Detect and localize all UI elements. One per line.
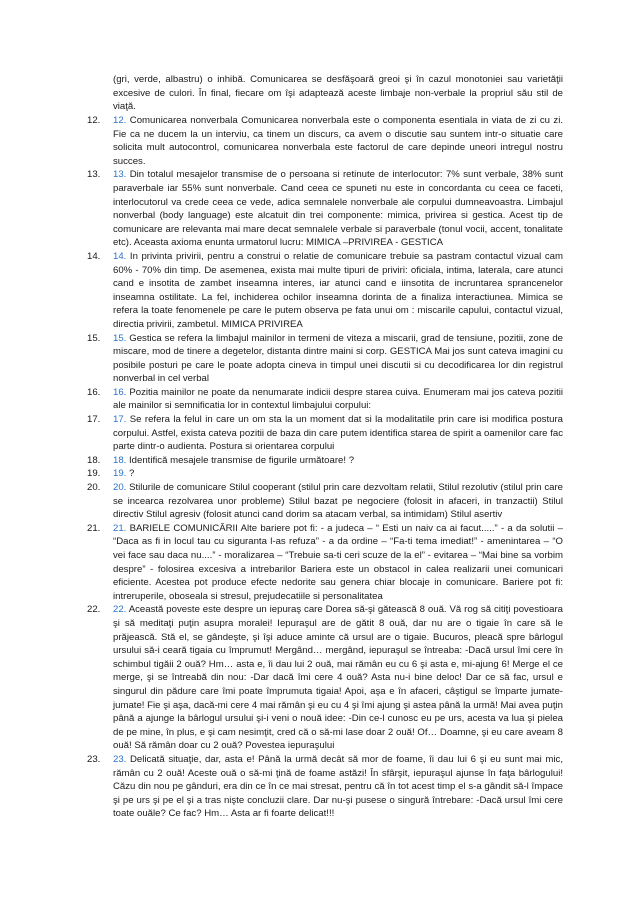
item-number: 14.	[87, 250, 101, 262]
item-text: In privinta privirii, pentru a construi o relatie de comunicare trebuie sa pastram contactul vizual cam 60% - 70% din timp. De asemenea, exista mai multe tipuri de priviri: oficiala, intima, laterala, care atunci cand e insotita de zambet inseamna interes, iar atunci cand e iinsotita de incruntarea sprancenelor inseamna ostilitate. La fel, inchiderea ochilor inseamna dorinta de a finaliza interactiunea. Mimica se refera la toate fenomenele pe care le putem observa pe fata unui om : miscarile capului, contactul vizual, directia privirii, zambetul. MIMICA PRIVIREA	[113, 250, 563, 330]
item-number: 12.	[87, 115, 101, 126]
item-text: Identifică mesajele transmise de figurile următoare! ?	[126, 454, 355, 466]
item-number: 22.	[87, 604, 101, 616]
item-number: 16.	[87, 386, 101, 398]
item-text: Pozitia mainilor ne poate da nenumarate indicii despre starea cuiva. Enumeram mai jos cateva pozitii ale mainilor si semnificatia lor in contextul limbajului corpului:	[113, 386, 563, 412]
item-text: Se refera la felul in care un om sta la un moment dat si la modalitatile prin care isi modifica postura corpului. Astfel, exista cateva pozitii de baza din care putem identifica starea de spirit a oamenilor care fac parte dintr-o audienta. Postura si orientarea corpului	[113, 414, 563, 453]
list-item	[0, 386, 563, 413]
item-text: ?	[126, 468, 135, 480]
item-text: Delicată situaţie, dar, asta e! Până la urmă decât să mor de foame, îi dau lui 6 şi eu sunt mai mic, rămân cu 2 ouă! Aceste ouă o să-mi ţină de foame astăzi! În sfârşit, iepuraşul ajunse în faţa bârlogului! Căzu din nou pe gânduri, era din ce în ce mai stresat, pentru că în tot acest timp el s-a gândit să-l împace şi pe urs şi pe el şi a tras nişte concluzii clare. Dar nu-şi pusese o singură întrebare: -Dacă ursul îmi cere toate ouăle? Ce fac? Hm… Asta ar fi foarte delicat!!!	[113, 753, 563, 820]
list-item	[0, 481, 563, 522]
item-link-number[interactable]: 17.	[113, 414, 127, 426]
list-item	[0, 522, 563, 604]
item-link-number[interactable]: 22.	[113, 604, 127, 616]
item-text: Din totalul mesajelor transmise de o persoana si retinute de interlocutor: 7% sunt verbale, 38% sunt paraverbale iar 55% sunt nonverbale. Cand ceea ce spuneti nu este in concordanta cu ceea ce faceti, interlocutorul va crede ceea ce vede, adica semnalele nonverbale ale corpului dumneavoastra. Limbajul nonverbal (body language) este alcatuit din trei componente: mimica, privirea si gestica. Acest tip de comunicare are relevanta mai mare decat semnalele verbale si paraverbale (tonul vocii, accent, tonalitate etc). Aceasta axioma enunta urmatorul lucru: MIMICA –PRIVIREA - GESTICA	[113, 169, 563, 249]
list-item	[0, 753, 563, 821]
item-text: Comunicarea nonverbala Comunicarea nonverbala este o componenta esentiala in viata de zi cu zi. Fie ca ne ducem la un interviu, ca tinem un discurs, ca avem o discutie sau suntem intr-o situatie care solicita mult autocontrol, comunicarea nonverbala este factorul de care depinde uneori intregul nostru succes.	[113, 115, 563, 167]
item-text: Această poveste este despre un iepuraş care Dorea să-şi gătească 8 ouă. Vă rog să citiţi povestioara şi să meditaţi puţin asupra moralei! Iepuraşul are de gătit 8 ouă, dar nu are o tigaie în care să le prăjească. Stă el, se gândeşte, şi îşi aduce aminte că ursul are o tigaie. Bucuros, pleacă spre bârlogul ursului să-i ceară tigaia cu împrumut! Mergând… mergând, iepuraşul se întreaba: -Dacă ursul îmi cere în schimbul tigăii 2 ouă? Hm… asta e, îi dau lui 2 ouă, mai rămân eu cu 6 şi asta e, mi-ajung 6! Merge el ce merge, şi se întreabă din nou: -Dar dacă îmi cere 4 ouă? Asta nu-i bine deloc! Dar ce să fac, ursul e singurul din pădure care îmi poate împrumuta tigaia! Apoi, aşa e în afaceri, câştigul se împarte jumate-jumate! Fie şi aşa, dacă-mi cere 4 mai rămân şi eu cu 4 şi îmi ajung şi astea până la urmă! Mai avea puţin până a ajunge la bârlogul ursului şi-i veni o nouă idee: -Din ce-l cunosc eu pe urs, acesta va lua şi pielea de pe mine, în plus, e şi cam nesimţit, cred că o să-mi lase doar 2 ouă! Of… Doamne, şi eu care aveam 8 ouă! Să rămân doar cu 2 ouă? Povestea iepuraşului	[113, 604, 563, 752]
item-link-number[interactable]: 19.	[113, 468, 127, 480]
item-link-number[interactable]: 20.	[113, 482, 127, 494]
numbered-list	[0, 114, 638, 821]
item-link-number[interactable]: 23.	[113, 753, 127, 765]
item-number: 20.	[87, 482, 101, 494]
item-link-number[interactable]: 14.	[113, 250, 127, 262]
list-item	[0, 467, 563, 481]
item-number: 15.	[87, 332, 101, 344]
item-number: 23.	[87, 753, 101, 765]
item-link-number[interactable]: 18.	[113, 454, 127, 466]
continuation-paragraph: (gri, verde, albastru) o inhibă. Comunicarea se desfăşoară greoi şi în cazul monotoniei sau varietăţii excesive de culori. În final, fiecare om îşi adaptează aceste limbaje non-verbale la propriul său stil de viaţă.	[113, 74, 563, 113]
item-link-number[interactable]: 12.	[113, 115, 127, 126]
list-item	[0, 332, 563, 386]
item-number: 17.	[87, 414, 101, 426]
list-item	[0, 168, 563, 250]
item-link-number[interactable]: 16.	[113, 386, 127, 398]
item-link-number[interactable]: 13.	[113, 169, 127, 181]
item-number: 19.	[87, 468, 101, 480]
item-number: 18.	[87, 454, 101, 466]
item-link-number[interactable]: 15.	[113, 332, 127, 344]
list-item	[0, 413, 563, 454]
item-link-number[interactable]: 21.	[113, 522, 127, 534]
item-text: Stilurile de comunicare Stilul cooperant (stilul prin care dezvoltam relatii, Stilul rezolutiv (stilul prin care se incearca rezolvarea unor probleme) Stilul bazat pe negociere (folosit in afaceri, in tranzactii) Stilul directiv Stilul agresiv (folosit atunci cand dorim sa atacam verbal, sa intimidam) Stilul asertiv	[113, 482, 563, 521]
item-text: BARIELE COMUNICĂRII Alte bariere pot fi: - a judeca – “ Esti un naiv ca ai facut.....” - a da solutii – “Daca as fi in locul tau cu siguranta l-as refuza” - a da ordine – “Fa-ti tema imediat!” - amenintarea – “O vei face sau daca nu....” - moralizarea – “Trebuie sa-ti ceri scuze de la el” - evitarea – “Mai bine sa vorbim despre” - folosirea excesiva a intrebarilor Bariera este un obstacol in calea realizarii unei comunicari eficiente. Acestea pot produce efecte nedorite sau genera chiar blocaje in comunicare. Bariere pot fi: intreruperile, oboseala si stresul, prejudecatiile si personalitatea	[113, 522, 563, 602]
item-number: 21.	[87, 522, 101, 534]
list-item	[0, 454, 563, 468]
item-text: Gestica se refera la limbajul mainilor in termeni de viteza a miscarii, grad de tensiune, pozitii, zone de miscare, mod de tinere a degetelor, distanta dintre maini si corp. GESTICA Mai jos sunt cateva imagini cu posibile posturi pe care le poate adopta cineva in timpul unei discutii si cu decodificarea lor din registrul nonverbal in cel verbal	[113, 332, 563, 385]
item-number: 13.	[87, 169, 101, 181]
list-item	[0, 603, 563, 753]
list-item	[0, 250, 563, 332]
list-item	[0, 114, 563, 168]
